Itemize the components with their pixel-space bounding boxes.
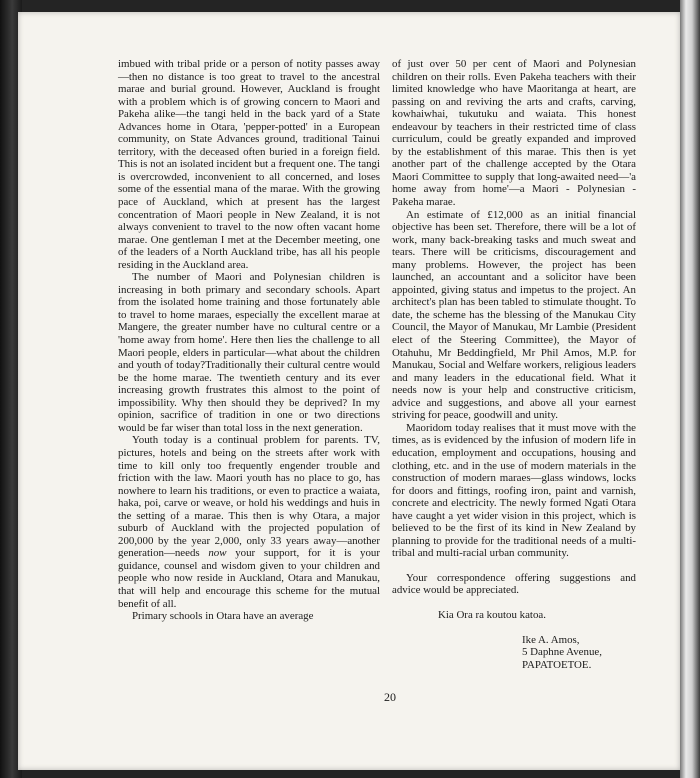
paragraph: Your correspondence offering suggestions and advice would be appreciated. — [392, 571, 636, 597]
paragraph: imbued with tribal pride or a person of notity passes away—then no distance is too great to travel to the ancestral marae and burial ground. However, Auckland is frought with a problem which is of growing concern to Maori and Pakeha alike—the tangi held in the back yard of a State Advances home in Otara, 'pepper-potted' in a European community, on State Advances ground, traditional Tainui territory, with the deceased often buried in a foreign field. This is not an isolated incident but a frequent one. The tangi is overcrowded, inconvenient to all concerned, and loses some of the essential mana of the marae. With the growing pace of Auckland, which at present has the largest concentration of Maori people in New Zealand, it is not always convenient to travel to the now often vacant home marae. One gentleman I met at the December meeting, one of the leaders of a North Auckland tribe, has all his people residing in the Auckland area. — [118, 58, 380, 271]
paragraph: Primary schools in Otara have an average — [132, 610, 314, 623]
left-text-column — [118, 58, 380, 623]
paragraph — [118, 434, 380, 610]
paragraph: The number of Maori and Polynesian children is increasing in both primary and secondary schools. Apart from the isolated home training and those fortunately able to travel to home maraes, especially the excellent marae at Mangere, the greater number have no cultural centre or a 'home away from home'. Here then lies the challenge to all Maori people, elders in particular—what about the children and youth of today?Traditionally their cultural centre would be the home marae. The twentieth century and its ever increasing growth frustrates this almost to the point of impossibility. Why then should they be deprived? In my opinion, sacrifice of tradition in one or two directions would be far wiser than total loss in the next generation. — [118, 271, 380, 434]
closing-salutation: Kia Ora ra koutou katoa. — [438, 608, 546, 621]
paragraph: Maoridom today realises that it must move with the times, as is evidenced by the infusion of modern life in education, employment and occupations, housing and clothing, etc. and in the use of modern materials in the construction of modern maraes—glass windows, locks for doors and fittings, roofing iron, paint and varnish, concrete and electricity. The newly formed Ngati Otara have caught a yet wider vision in this project, which is believed to be the first of its kind in New Zealand by planning to provide for the traditional needs of a multi-tribal and multi-racial urban community. — [392, 421, 636, 560]
binding-edge-right — [680, 0, 700, 778]
paragraph-text: your support, for it is your guidance, counsel and wisdom given to your children and people who now reside in Auckland, Otara and Manukau, that will help and encourage this scheme for the mutual benefit of all. — [118, 547, 380, 610]
spacer — [392, 560, 636, 572]
page-number: 20 — [384, 690, 396, 704]
signature-street: 5 Daphne Avenue, — [522, 646, 602, 659]
right-text-column — [392, 58, 636, 671]
paragraph: of just over 50 per cent of Maori and Polynesian children on their rolls. Even Pakeha teachers with their limited knowledge who have Maoritanga at heart, are passing on and reviving the arts and crafts, carving, kowhaiwhai, tukutuku and waiata. This honest endeavour by teachers in their restricted time of class curriculum, could be greatly expanded and improved by the establishment of this marae. This then is yet another part of the challenge accepted by the Otara Maori Committee to supply that long-awaited need—'a home away from home'—a Maori - Polynesian - Pakeha marae. — [392, 58, 636, 209]
paragraph-text: Youth today is a continual problem for parents. TV, pictures, hotels and being on the streets after work with time to kill only too frequently engender trouble and friction with the law. Maori youth has no place to go, has nowhere to learn his traditions, or even to practice a waiata, haka, poi, carve or weave, or hold his weddings and huis in the setting of a marae. This then is why Otara, a major suburb of Auckland with the projected population of 200,000 by the year 2,000, only 33 years away—another generation—needs — [118, 434, 380, 560]
signature-name: Ike A. Amos, — [522, 633, 580, 646]
emphasis-text: now — [208, 547, 227, 560]
signature-town: PAPATOETOE. — [522, 658, 592, 671]
signature-block — [522, 634, 636, 672]
paragraph: An estimate of £12,000 as an initial financial objective has been set. Therefore, there will be a lot of work, many back-breaking tasks and much sweat and tears. There will be criticisms, discouragement and many problems. However, the project has been launched, an accountant and a solicitor have been appointed, giving status and impetus to the project. An architect's plan has been tabled to stimulate thought. To date, the scheme has the blessing of the Manukau City Council, the Mayor of Manukau, Mr Lambie (President elect of the Steering Committee), the Mayor of Otahuhu, Mr Beddingfield, Mr Phil Amos, M.P. for Manukau, Social and Welfare workers, religious leaders and many leaders in the educational field. What it needs now is your help and constructive criticism, advice and suggestions, and above all your earnest striving for peace, goodwill and unity. — [392, 208, 636, 422]
